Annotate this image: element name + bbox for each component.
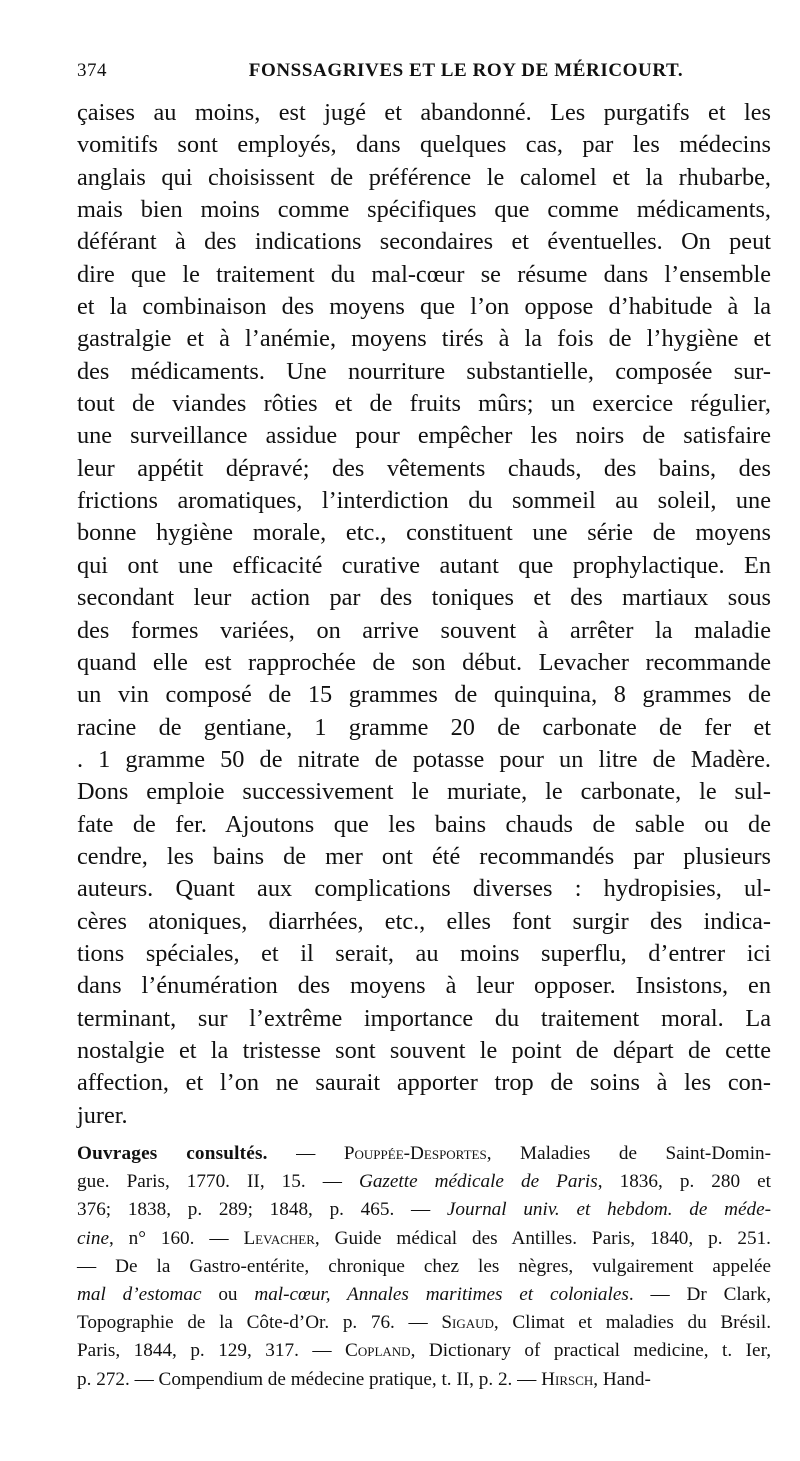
body-line: mais bien moins comme spécifiques que comme médicaments,	[77, 196, 771, 224]
body-line: tout de viandes rôties et de fruits mûrs; un exercice régulier,	[77, 390, 771, 418]
reference-text: , Guide médical des Antilles. Paris, 1840, p. 251.	[314, 1227, 771, 1249]
reference-text: Paris, 1844, p. 129, 317. —	[77, 1340, 346, 1362]
reference-text: p. 272. — Compendium de médecine pratique, t. II, p. 2. —	[77, 1368, 542, 1390]
reference-text: , 1836, p. 280 et	[597, 1171, 771, 1193]
reference-text: Topographie de la Côte-d’Or. p. 76. —	[77, 1312, 442, 1334]
page-number: 374	[77, 60, 107, 81]
body-line: bonne hygiène morale, etc., constituent une série de moyens	[77, 519, 771, 547]
body-line: une surveillance assidue pour empêcher les noirs de satisfaire	[77, 422, 771, 450]
body-line: leur appétit dépravé; des vêtements chauds, des bains, des	[77, 454, 771, 482]
body-line: dire que le traitement du mal-cœur se résume dans l’ensemble	[77, 260, 771, 288]
reference-text: gue. Paris, 1770. II, 15. —	[77, 1171, 359, 1193]
body-line: nostalgie et la tristesse sont souvent le point de départ de cette	[77, 1036, 771, 1064]
reference-author: Sigaud	[441, 1312, 494, 1334]
body-line: Dons emploie successivement le muriate, le carbonate, le sul-	[77, 778, 771, 806]
reference-author: Levacher	[243, 1227, 315, 1249]
body-line: dans l’énumération des moyens à leur opposer. Insistons, en	[77, 972, 771, 1000]
body-line: et la combinaison des moyens que l’on oppose d’habitude à la	[77, 293, 771, 321]
reference-author: Hirsch	[541, 1368, 594, 1390]
reference-line	[77, 1140, 771, 1168]
body-line: çaises au moins, est jugé et abandonné. Les purgatifs et les	[77, 99, 771, 126]
reference-text: , Hand-	[593, 1368, 651, 1390]
reference-text: , n° 160. —	[108, 1227, 244, 1249]
reference-text: 376; 1838, p. 289; 1848, p. 465. —	[77, 1199, 447, 1221]
reference-line	[77, 1168, 771, 1196]
reference-text: — De la Gastro-entérite, chronique chez les nègres, vulgairement appelée	[77, 1255, 771, 1277]
references-section	[77, 1140, 771, 1394]
reference-line	[77, 1337, 771, 1365]
body-line: des médicaments. Une nourriture substantielle, composée sur-	[77, 357, 771, 385]
reference-line	[77, 1366, 771, 1394]
page-header	[77, 60, 770, 92]
body-line: racine de gentiane, 1 gramme 20 de carbonate de fer et	[77, 713, 771, 741]
reference-author: Copland	[345, 1340, 411, 1362]
body-line: jurer.	[77, 1101, 128, 1129]
body-line: affection, et l’on ne saurait apporter trop de soins à les con-	[77, 1069, 771, 1097]
reference-line	[77, 1225, 771, 1253]
body-line: secondant leur action par des toniques et des martiaux sous	[77, 584, 771, 612]
body-line: cendre, les bains de mer ont été recommandés par plusieurs	[77, 842, 771, 870]
body-line: quand elle est rapprochée de son début. Levacher recommande	[77, 648, 771, 676]
references-heading: Ouvrages consultés.	[77, 1143, 268, 1164]
body-line: . 1 gramme 50 de nitrate de potasse pour un litre de Madère.	[77, 745, 771, 773]
reference-text: , Maladies de Saint-Domin-	[486, 1143, 772, 1164]
reference-text: ou	[201, 1283, 255, 1305]
reference-title: Gazette médicale de Paris	[358, 1171, 598, 1193]
body-line: terminant, sur l’extrême importance du traitement moral. La	[77, 1004, 771, 1032]
reference-text: . — Dr Clark,	[628, 1283, 772, 1305]
reference-title: cine	[77, 1227, 109, 1249]
reference-title: mal-cœur, Annales maritimes et coloniales	[254, 1283, 629, 1305]
reference-text: , Dictionary of practical medicine, t. Ier,	[410, 1340, 771, 1362]
body-line: des formes variées, on arrive souvent à arrêter la maladie	[77, 616, 771, 644]
reference-line	[77, 1281, 771, 1309]
reference-line	[77, 1196, 771, 1224]
reference-text: , Climat et maladies du Brésil.	[493, 1312, 772, 1334]
body-line: auteurs. Quant aux complications diverses : hydropisies, ul-	[77, 875, 771, 903]
body-line: cères atoniques, diarrhées, etc., elles font surgir des indica-	[77, 907, 771, 935]
reference-line	[77, 1309, 771, 1337]
reference-title: mal d’estomac	[77, 1283, 202, 1305]
body-line: fate de fer. Ajoutons que les bains chauds de sable ou de	[77, 810, 771, 838]
body-line: un vin composé de 15 grammes de quinquina, 8 grammes de	[77, 681, 771, 709]
reference-text: —	[267, 1143, 344, 1164]
reference-author: Pouppée-Desportes	[343, 1143, 487, 1164]
body-line: qui ont une efficacité curative autant que prophylactique. En	[77, 551, 771, 579]
body-line: frictions aromatiques, l’interdiction du sommeil au soleil, une	[77, 487, 771, 515]
body-line: gastralgie et à l’anémie, moyens tirés à la fois de l’hygiène et	[77, 325, 771, 353]
body-text	[77, 97, 771, 1132]
running-head: FONSSAGRIVES ET LE ROY DE MÉRICOURT.	[248, 60, 684, 81]
body-line: anglais qui choisissent de préférence le calomel et la rhubarbe,	[77, 163, 771, 191]
reference-line	[77, 1253, 771, 1281]
body-line: tions spéciales, et il serait, au moins superflu, d’entrer ici	[77, 939, 771, 967]
body-line: déférant à des indications secondaires et éventuelles. On peut	[77, 228, 771, 256]
reference-title: Journal univ. et hebdom. de méde-	[446, 1199, 771, 1221]
body-line: vomitifs sont employés, dans quelques cas, par les médecins	[77, 131, 771, 159]
